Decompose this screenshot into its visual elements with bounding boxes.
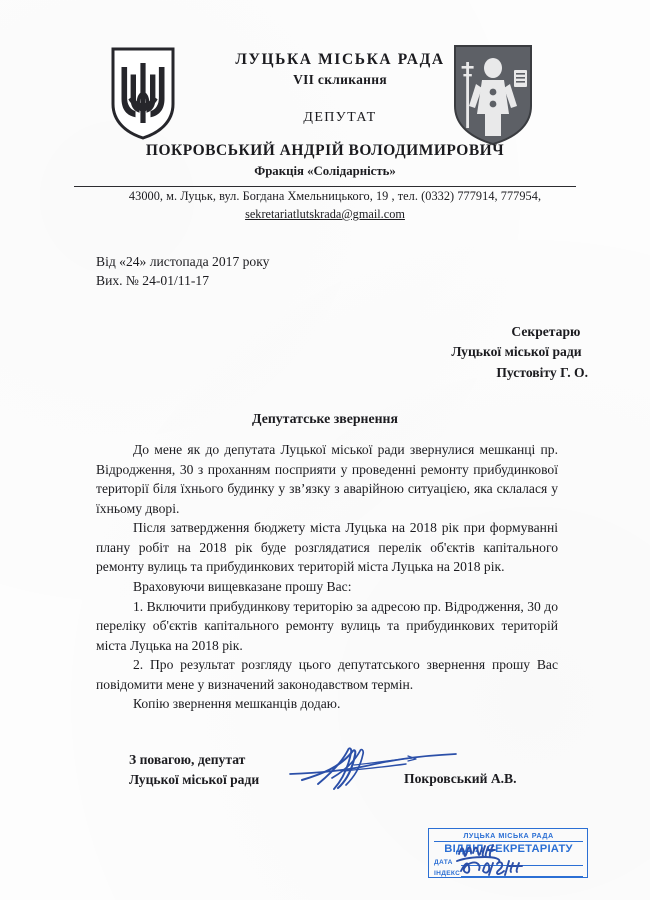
signature-line-1: З повагою, депутат (129, 752, 246, 767)
body-paragraph: 2. Про результат розгляду цього депутатського звернення прошу Вас повідомити мене у визначений законодавством термін. (96, 657, 558, 692)
body-paragraph: До мене як до депутата Луцької міської ради звернулися мешканці пр. Відродження, 30 з проханням посприяти у проведенні ремонту прибудинкової території біля їхнього будинку у зв’язку з аварійною ситуацією, яка склалася у їхньому дворі. (96, 442, 558, 516)
stamp-index-label: ІНДЕКС (434, 870, 461, 878)
stamp-index-row (434, 868, 583, 877)
signature-block (129, 750, 259, 790)
body-paragraph: Копію звернення мешканців додаю. (133, 696, 341, 712)
document-date: Від «24» листопада 2017 року (96, 254, 270, 269)
stamp-date-rule (461, 857, 583, 866)
stamp-index-rule (461, 868, 583, 877)
letterhead (0, 42, 650, 192)
stamp-date-label: ДАТА (434, 859, 453, 867)
page-title: Депутатське звернення (252, 411, 398, 426)
addressee-organization: Луцької міської ради (451, 344, 582, 360)
contact-email (0, 207, 650, 222)
registration-stamp (428, 828, 588, 878)
body-paragraph: Враховуючи вищевказане прошу Вас: (133, 578, 352, 594)
signer-name: Покровський А.В. (404, 771, 517, 786)
contact-address: 43000, м. Луцьк, вул. Богдана Хмельницького, 19 , тел. (0332) 777914, 777954, (128, 189, 542, 203)
stamp-department: ВІДДІЛ СЕКРЕТАРІАТУ (444, 843, 573, 855)
addressee-name: Пустовіту Г. О. (496, 364, 588, 380)
addressee-role: Секретарю (511, 324, 581, 339)
convocation-label: VII скликання (293, 72, 387, 88)
deputy-full-name: ПОКРОВСЬКИЙ АНДРІЙ ВОЛОДИМИРОВИЧ (145, 142, 505, 159)
body-paragraph: 1. Включити прибудинкову територію за адресою пр. Відродження, 30 до переліку об'єктів капітального ремонту вулиць та прибудинкових територій міста Луцька на 2018 рік. (96, 598, 558, 653)
document-reference-number: Вих. № 24-01/11-17 (96, 273, 210, 289)
lutsk-city-coat-of-arms-icon (452, 44, 534, 146)
document-body (96, 440, 558, 714)
faction-label: Фракція «Солідарність» (254, 164, 396, 178)
document-meta (96, 252, 269, 291)
organization-title: ЛУЦЬКА МІСЬКА РАДА (235, 51, 445, 68)
contact-email-text: sekretariatlutskrada@gmail.com (245, 207, 405, 221)
signature-line-2: Луцької міської ради (129, 771, 260, 787)
role-label: ДЕПУТАТ (303, 110, 377, 126)
stamp-organization: ЛУЦЬКА МІСЬКА РАДА (434, 831, 583, 842)
stamp-date-row (434, 857, 583, 866)
addressee-block (451, 322, 588, 383)
body-paragraph: Після затвердження бюджету міста Луцька на 2018 рік при формуванні плану робіт на 2018 рік буде розглядатися перелік об'єктів капітального ремонту вулиць та прибудинкових територій міста Луцька на 2018 рік. (96, 520, 558, 575)
handwritten-signature-icon (288, 744, 468, 796)
letterhead-divider (74, 186, 576, 187)
